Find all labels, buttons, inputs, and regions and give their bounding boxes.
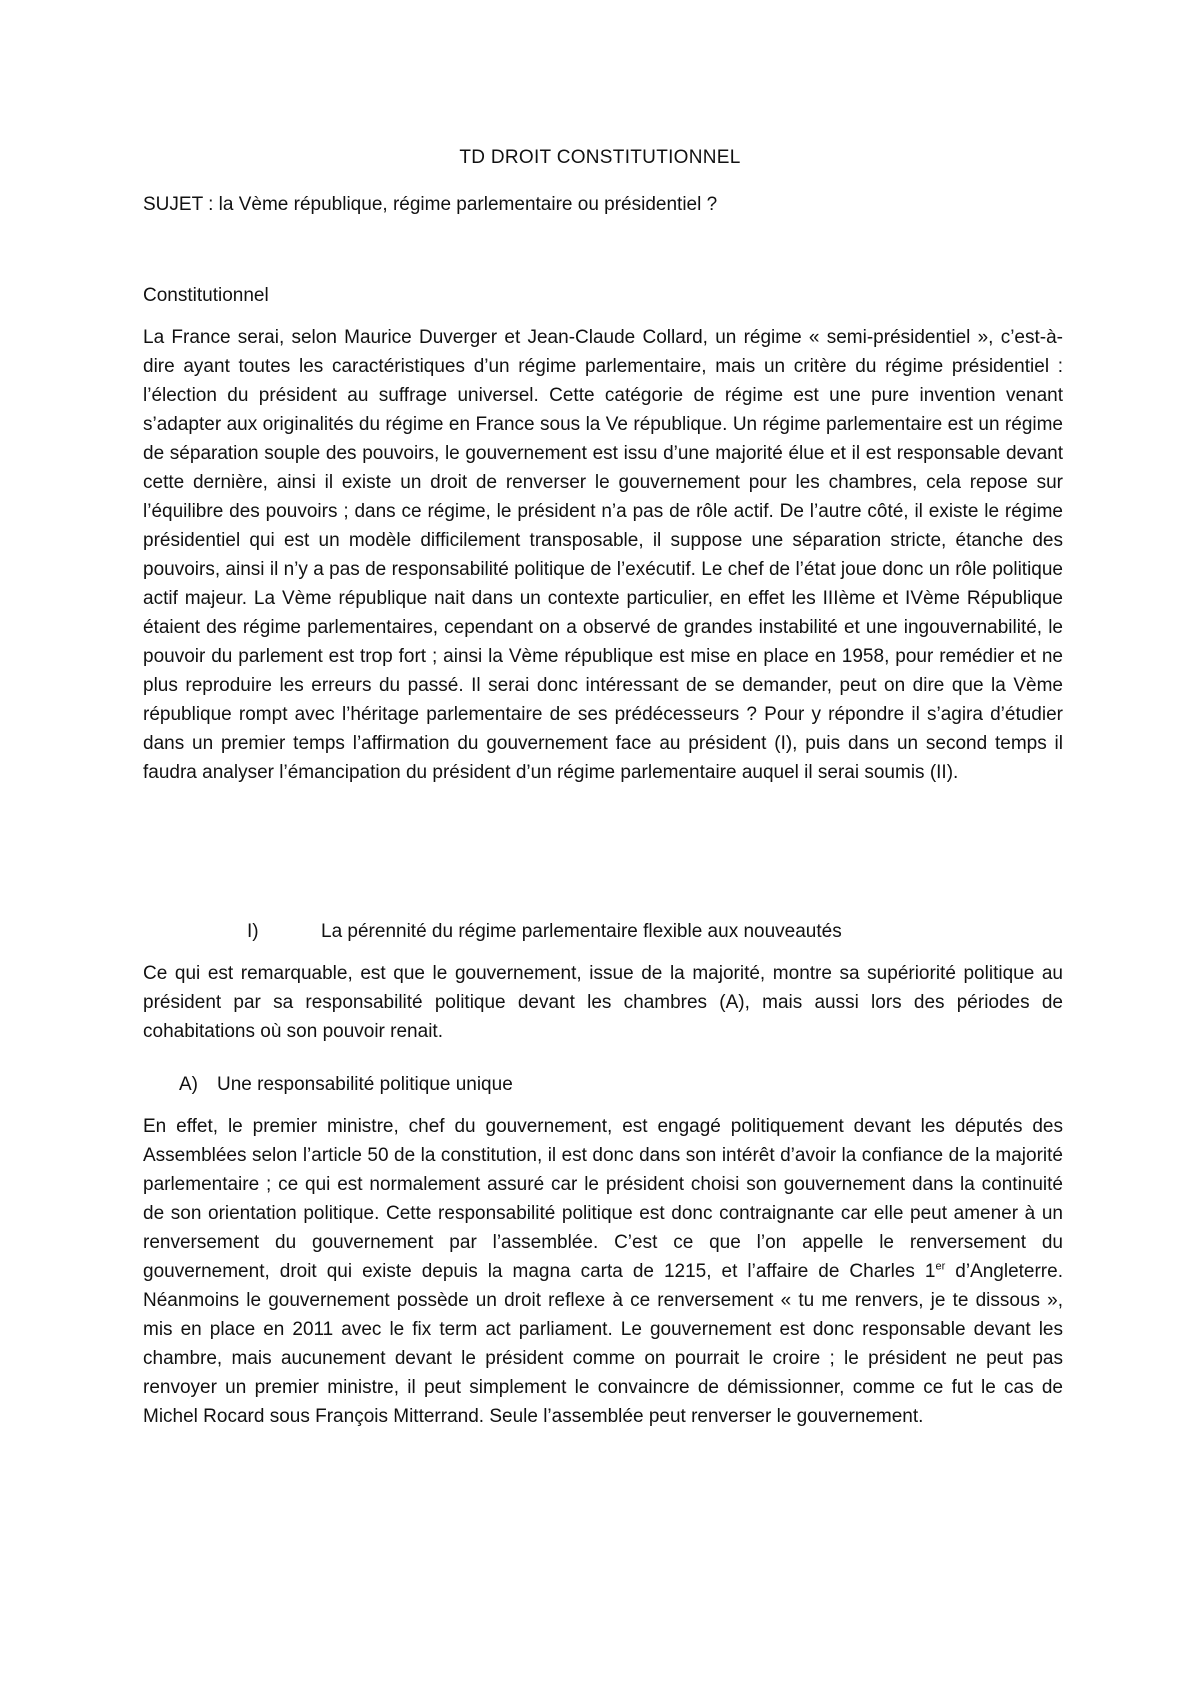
part-1-title: La pérennité du régime parlementaire flexible aux nouveautés [321, 921, 842, 942]
part-1a-number: A) [179, 1074, 198, 1095]
part-1a-paragraph [143, 1112, 1063, 1431]
part-1a-heading [179, 1074, 513, 1096]
part-1-paragraph: Ce qui est remarquable, est que le gouvernement, issue de la majorité, montre sa supériorité politique au président par sa responsabilité politique devant les chambres (A), mais aussi lors des périodes de cohabitations où son pouvoir renait. [143, 963, 1063, 1042]
section-label: Constitutionnel [143, 285, 269, 306]
part-1a-superscript: er [935, 1260, 946, 1273]
document-subject: SUJET : la Vème république, régime parlementaire ou présidentiel ? [143, 194, 718, 215]
part-1a-text-after: d’Angleterre. Néanmoins le gouvernement possède un droit reflexe à ce renversement « tu me renvers, je te dissous », mis en place en 2011 avec le fix term act parliament. Le gouvernement est donc responsable devant les chambre, mais aucunement devant le président comme on pourrait le croire ; le président ne peut pas renvoyer un premier ministre, il peut simplement le convaincre de démissionner, comme ce fut le cas de Michel Rocard sous François Mitterrand. Seule l’assemblée peut renverser le gouvernement. [143, 1261, 1063, 1427]
part-1a-title: Une responsabilité politique unique [217, 1074, 513, 1095]
part-1-number: I) [247, 921, 259, 942]
part-1a-text-before: En effet, le premier ministre, chef du gouvernement, est engagé politiquement devant les députés des Assemblées selon l’article 50 de la constitution, il est donc dans son intérêt d’avoir la confiance de la majorité parlementaire ; ce qui est normalement assuré car le président choisi son gouvernement dans la continuité de son orientation politique. Cette responsabilité politique est donc contraignante car elle peut amener à un renversement du gouvernement par l’assemblée. C’est ce que l’on appelle le renversement du gouvernement, droit qui existe depuis la magna carta de 1215, et l’affaire de Charles 1 [143, 1116, 1063, 1282]
document-title: TD DROIT CONSTITUTIONNEL [459, 147, 741, 168]
intro-paragraph: La France serai, selon Maurice Duverger et Jean-Claude Collard, un régime « semi-présidentiel », c’est-à-dire ayant toutes les caractéristiques d’un régime parlementaire, mais un critère du régime présidentiel : l’élection du président au suffrage universel. Cette catégorie de régime est une pure invention venant s’adapter aux originalités du régime en France sous la Ve république. Un régime parlementaire est un régime de séparation souple des pouvoirs, le gouvernement est issu d’une majorité élue et il est responsable devant cette dernière, ainsi il existe un droit de renverser le gouvernement pour les chambres, cela repose sur l’équilibre des pouvoirs ; dans ce régime, le président n’a pas de rôle actif. De l’autre côté, il existe le régime présidentiel qui est un modèle difficilement transposable, il suppose une séparation stricte, étanche des pouvoirs, ainsi il n’y a pas de responsabilité politique de l’exécutif. Le chef de l’état joue donc un rôle politique actif majeur. La Vème république nait dans un contexte particulier, en effet les IIIème et IVème République étaient des régime parlementaires, cependant on a observé de grandes instabilité et une ingouvernabilité, le pouvoir du parlement est trop fort ; ainsi la Vème république est mise en place en 1958, pour remédier et ne plus reproduire les erreurs du passé. Il serai donc intéressant de se demander, peut on dire que la Vème république rompt avec l’héritage parlementaire de ses prédécesseurs ? Pour y répondre il s’agira d’étudier dans un premier temps l’affirmation du gouvernement face au président (I), puis dans un second temps il faudra analyser l’émancipation du président d’un régime parlementaire auquel il serai soumis (II). [143, 327, 1063, 783]
